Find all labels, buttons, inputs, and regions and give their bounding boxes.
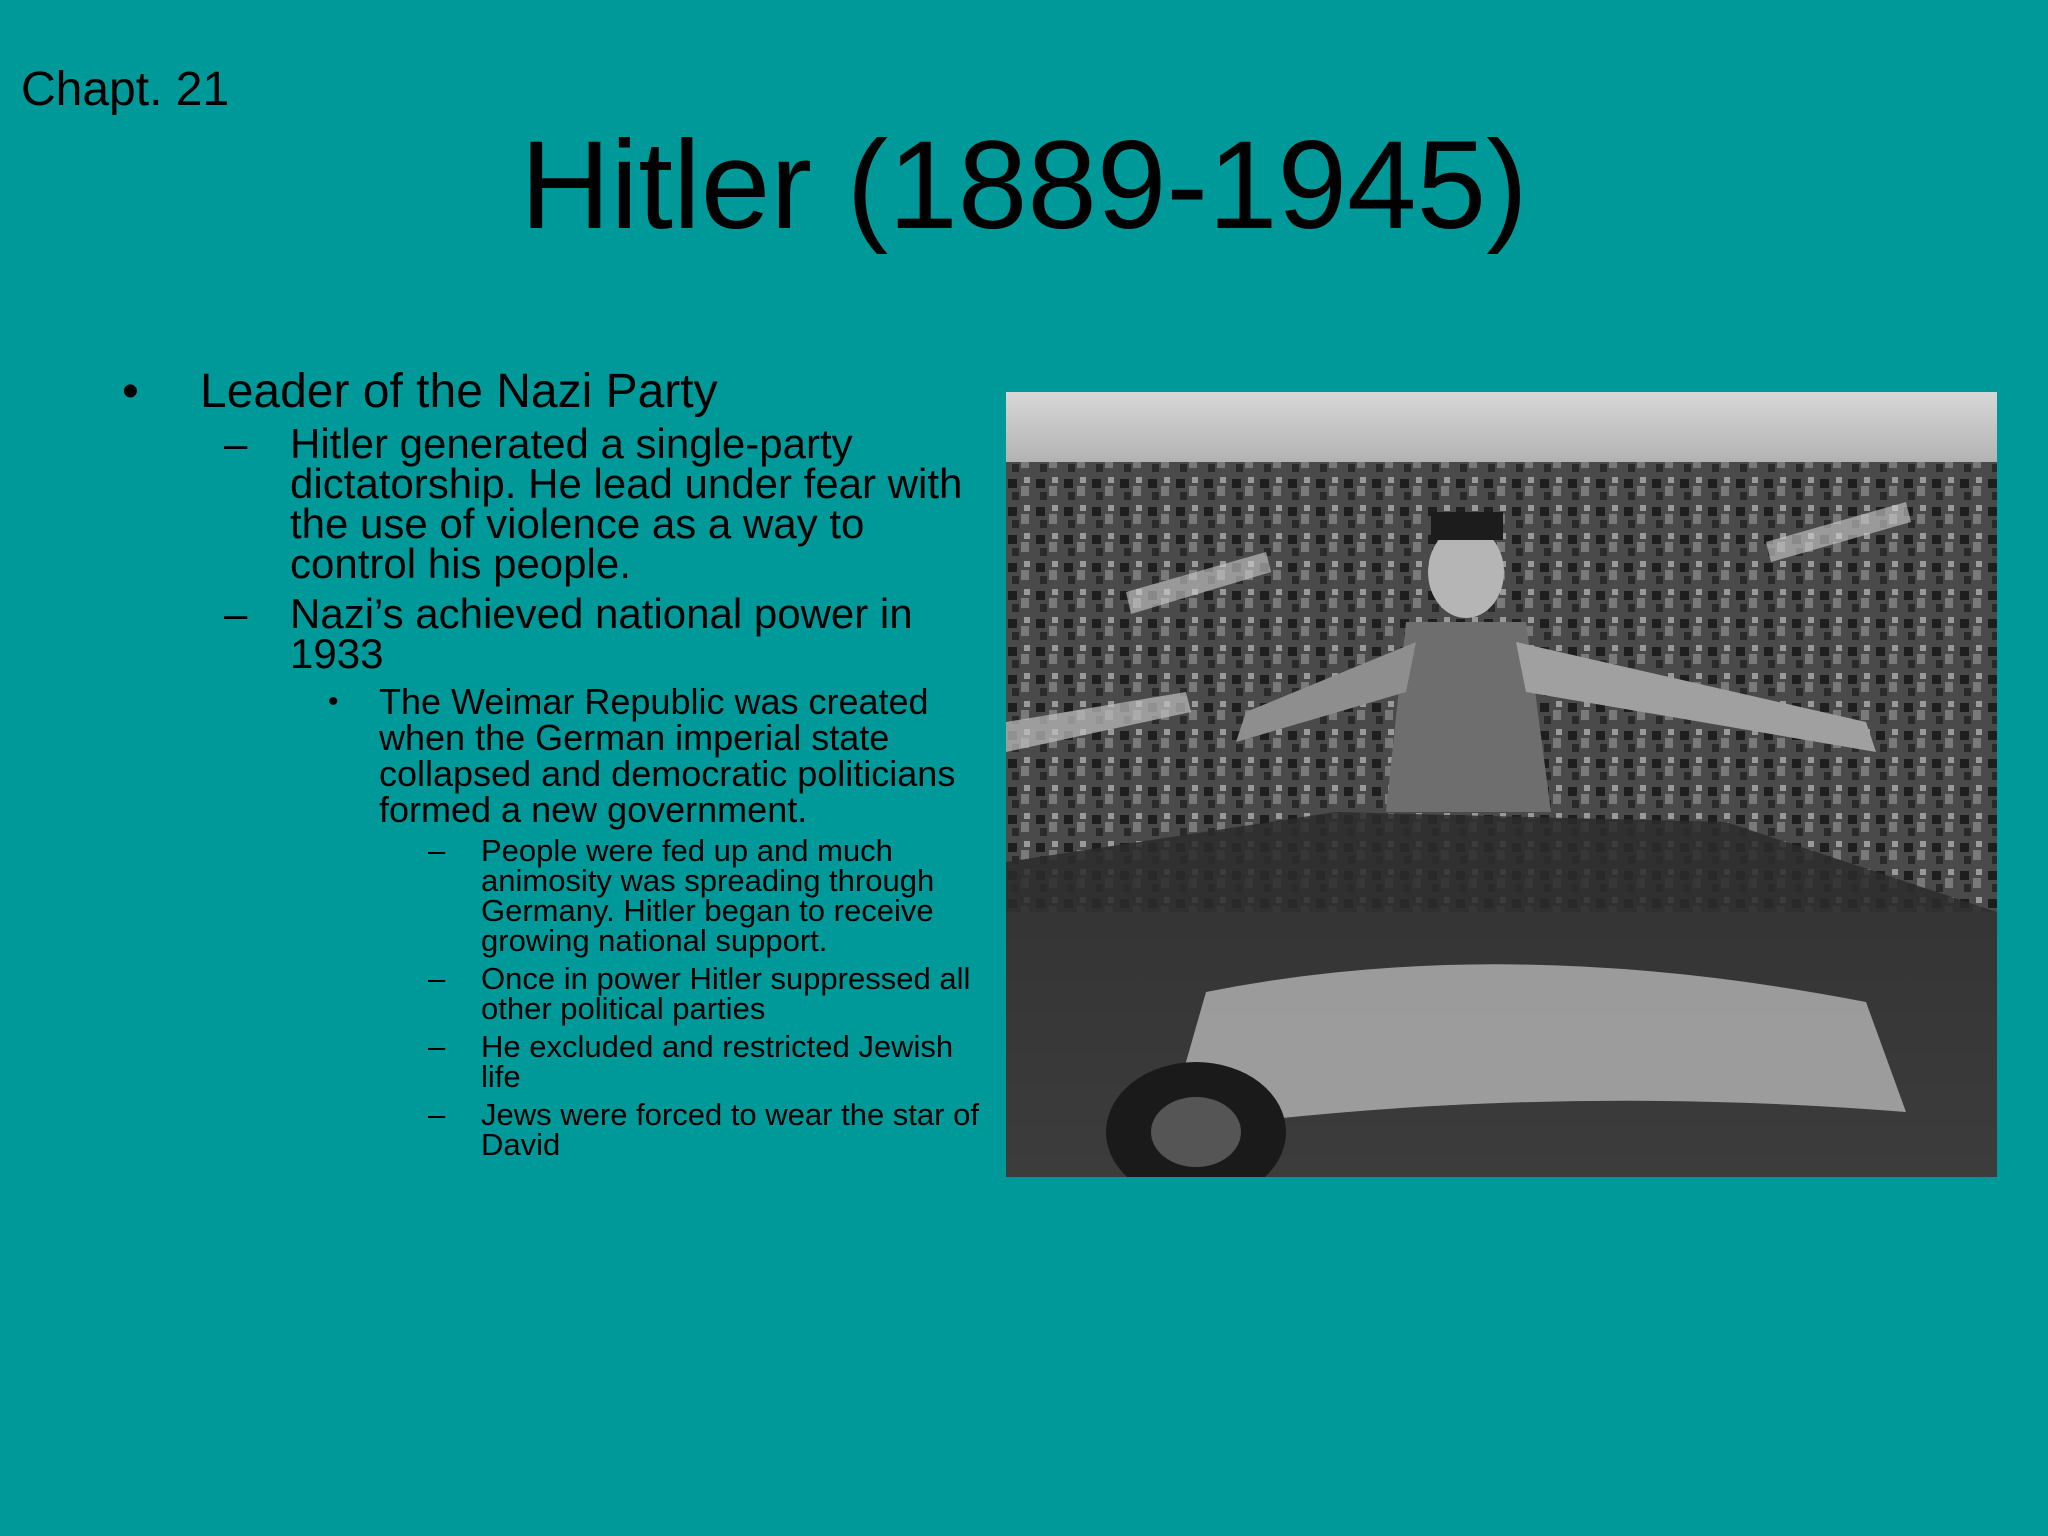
slide-title: Hitler (1889-1945) — [520, 116, 1528, 255]
list-item — [0, 833, 1000, 958]
bullet-text: Once in power Hitler suppressed all other political parties — [481, 961, 971, 1026]
list-item — [0, 681, 1000, 830]
list-item — [0, 365, 1000, 418]
bullet-marker: • — [328, 685, 339, 718]
dash-marker: – — [224, 590, 248, 637]
list-item — [0, 961, 1000, 1026]
list-item — [0, 1029, 1000, 1094]
dash-marker: – — [428, 1097, 446, 1132]
bullet-text: The Weimar Republic was created when the German imperial state collapsed and democratic politicians formed a new government. — [379, 681, 956, 830]
chapter-label: Chapt. 21 — [21, 63, 230, 116]
bullet-marker: • — [122, 365, 139, 418]
bullet-text: People were fed up and much animosity was spreading through Germany. Hitler began to receive growing national support. — [481, 833, 935, 958]
historical-photo — [1006, 392, 1997, 1177]
list-item — [0, 590, 1000, 677]
bullet-list — [0, 365, 1000, 1168]
dash-marker: – — [224, 420, 248, 467]
list-item — [0, 1097, 1000, 1162]
bullet-text: Nazi’s achieved national power in 1933 — [290, 590, 913, 677]
bullet-text: Jews were forced to wear the star of David — [481, 1097, 979, 1162]
list-item — [0, 420, 1000, 587]
bullet-text: Hitler generated a single-party dictatorship. He lead under fear with the use of violence as a way to control his people. — [290, 420, 963, 587]
bullet-text: Leader of the Nazi Party — [200, 365, 718, 418]
dash-marker: – — [428, 833, 446, 868]
dash-marker: – — [428, 961, 446, 996]
photo-illustration — [1006, 392, 1997, 1177]
bullet-text: He excluded and restricted Jewish life — [481, 1029, 954, 1094]
dash-marker: – — [428, 1029, 446, 1064]
